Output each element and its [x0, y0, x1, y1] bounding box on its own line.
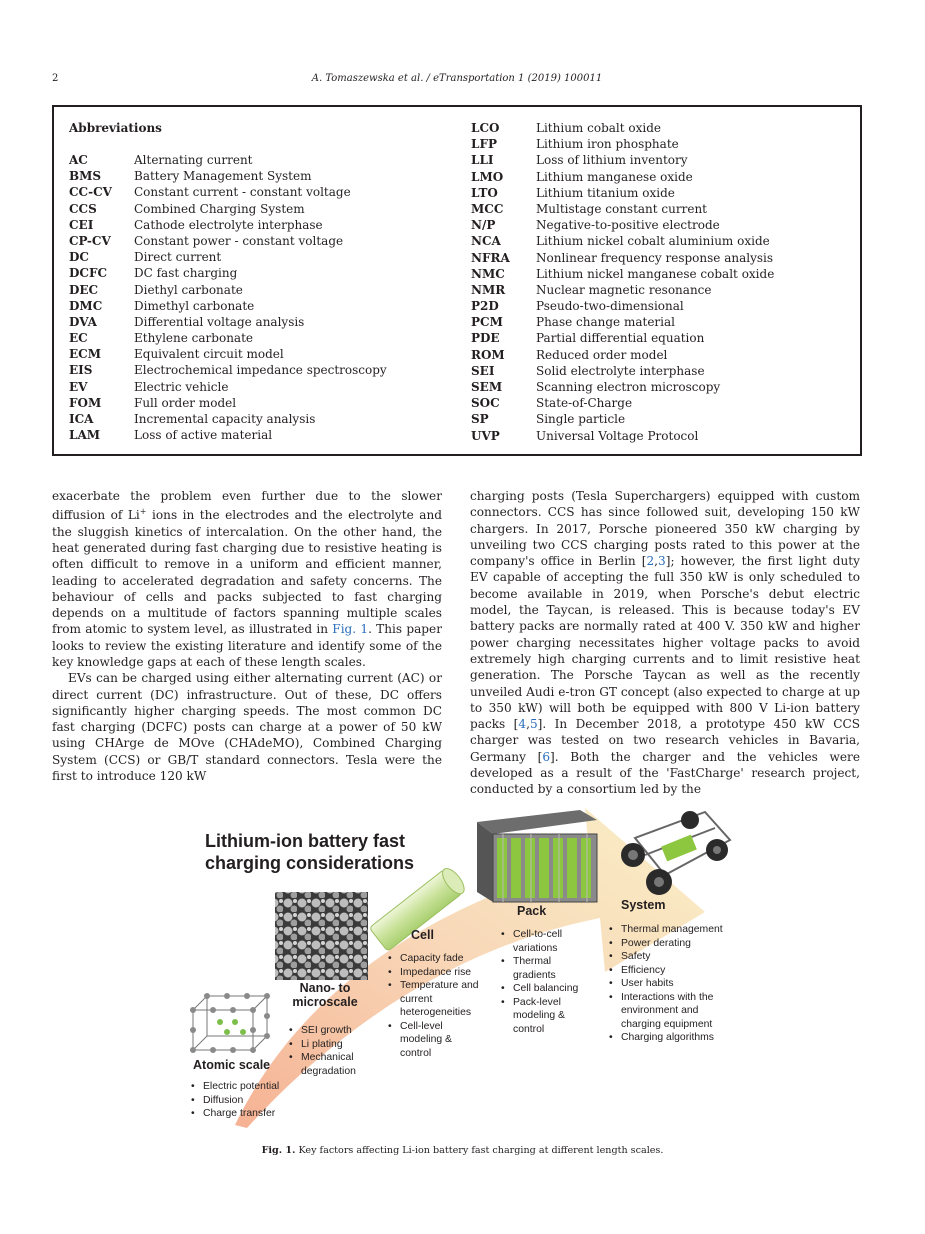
abbreviation-row [69, 298, 387, 314]
abbreviation-row [69, 249, 387, 265]
abbreviation-code: DVA [69, 314, 97, 329]
abbreviation-code: PDE [471, 331, 500, 346]
abbreviation-code: LFP [471, 137, 497, 152]
abbreviation-code: ECM [69, 347, 101, 362]
abbreviation-code: DC [69, 250, 89, 265]
nano-scale-title-line: Nano- to [299, 981, 351, 995]
running-header [52, 73, 862, 87]
abbreviation-row [69, 217, 387, 233]
abbreviation-row [471, 169, 774, 185]
abbreviation-definition: Loss of lithium inventory [536, 153, 688, 168]
abbreviation-definition: Negative-to-positive electrode [536, 218, 720, 233]
abbreviation-code: SP [471, 412, 489, 427]
text-span: exacerbate the problem even further due to the slower diffusion of Li [52, 489, 442, 523]
text-span: ]. Both the charger and the vehicles were developed as a result of the 'FastCharge' research project, conducted by a consortium led by the [470, 749, 860, 797]
abbreviation-code: N/P [471, 218, 496, 233]
abbreviation-definition: Electrochemical impedance spectroscopy [134, 363, 387, 378]
abbreviation-row [471, 347, 774, 363]
abbreviation-code: UVP [471, 428, 500, 443]
atomic-scale-list [190, 1080, 330, 1121]
abbreviation-definition: Constant power - constant voltage [134, 233, 344, 248]
abbreviation-row [69, 152, 387, 168]
figure-title-line: Lithium-ion battery fast [205, 831, 406, 851]
cell-title: Cell [411, 928, 434, 942]
atomic-lattice-icon [190, 993, 270, 1053]
abbreviation-code: EC [69, 331, 88, 346]
abbreviation-row [471, 120, 774, 136]
bullet-item: • Cell-level modeling & control [387, 1020, 485, 1061]
abbreviation-row [69, 330, 387, 346]
abbreviation-definition: Scanning electron microscopy [536, 380, 721, 394]
abbreviations-right-column [471, 120, 774, 444]
abbreviation-code: NFRA [471, 250, 510, 265]
abbreviation-definition: Lithium titanium oxide [536, 185, 675, 200]
abbreviation-row [69, 265, 387, 281]
abbreviation-definition: Single particle [536, 412, 626, 427]
abbreviation-definition: Lithium cobalt oxide [536, 121, 661, 135]
text-span: , [526, 717, 530, 732]
bullet-item: • Efficiency [608, 964, 738, 978]
abbreviation-code: CC-CV [69, 185, 112, 200]
citation-link[interactable]: 4 [518, 717, 527, 732]
abbreviation-code: P2D [471, 299, 499, 314]
abbreviation-definition: Ethylene carbonate [134, 331, 253, 346]
abbreviation-definition: Nuclear magnetic resonance [536, 282, 712, 297]
abbreviation-code: LTO [471, 185, 498, 200]
nano-scale-title-line: microscale [292, 995, 358, 1009]
bullet-item: • Interactions with the environment and charging equipment [608, 991, 738, 1032]
abbreviation-row [69, 395, 387, 411]
bullet-item: • Pack-level modeling & control [500, 996, 595, 1037]
abbreviation-row [471, 298, 774, 314]
abbreviation-definition: Lithium iron phosphate [536, 137, 679, 152]
abbreviation-code: SEM [471, 380, 503, 394]
text-span: ions in the electrodes and the electrolyte and the sluggish kinetics of intercalation. On the other hand, the heat generated during fast charging due to resistive heating is often difficult to remove in a uniform and efficient manner, leading to accelerated degradation and safety concerns. The behaviour of cells and packs subjected to fast charging depends on a multitude of factors spanning multiple scales from atomic to system level, as illustrated in [52, 508, 442, 637]
abbreviation-definition: State-of-Charge [536, 396, 633, 411]
body-column-right [470, 488, 860, 798]
abbreviation-code: LLI [471, 153, 494, 168]
system-title: System [621, 898, 666, 912]
abbreviation-row [471, 185, 774, 201]
figure-1 [185, 800, 740, 1130]
bullet-item: • Mechanical degradation [288, 1051, 378, 1078]
abbreviation-row [471, 379, 774, 395]
text-span: , [654, 554, 659, 569]
figure-caption [0, 1145, 925, 1156]
abbreviation-row [471, 363, 774, 379]
bullet-item: • Thermal gradients [500, 955, 595, 982]
bullet-item: • SEI growth [288, 1024, 378, 1038]
abbreviation-definition: Pseudo-two-dimensional [536, 299, 684, 314]
abbreviation-definition: Lithium nickel cobalt aluminium oxide [536, 234, 770, 249]
text-span: . This paper looks to review the existing literature and identify some of the key knowledge gaps at each of these length scales. [52, 622, 442, 669]
bullet-item: • Electric potential [190, 1080, 330, 1094]
abbreviation-definition: Alternating current [134, 153, 253, 167]
superscript: + [139, 507, 147, 517]
bullet-item: • Charging algorithms [608, 1031, 738, 1045]
abbreviation-row [69, 282, 387, 298]
abbreviation-definition: Lithium nickel manganese cobalt oxide [536, 266, 775, 281]
abbreviation-definition: Nonlinear frequency response analysis [536, 250, 774, 265]
abbreviation-definition: Partial differential equation [536, 331, 705, 346]
abbreviation-row [69, 411, 387, 427]
abbreviation-definition: Multistage constant current [536, 201, 707, 216]
bullet-item: • Impedance rise [387, 966, 485, 980]
bullet-item: • Power derating [608, 937, 738, 951]
abbreviation-definition: Loss of active material [134, 428, 273, 443]
pack-list [500, 928, 595, 1036]
abbreviation-code: NMC [471, 266, 505, 281]
text-span: ]; however, the first light duty EV capable of accepting the full 350 kW is only scheduled to become available in 2019, when Porsche's debut electric model, the Taycan, is released. This is because today's EV battery packs are normally rated at 400 V. 350 kW and higher power charging necessitates higher voltage packs to avoid extremely high charging currents and to limit resistive heat generation. The Porsche Taycan as well as the recently unveiled Audi e-tron GT concept (also expected to charge at up to 350 kW) will both be equipped with 800 V Li-ion battery packs [ [470, 554, 861, 732]
paragraph [52, 488, 442, 670]
abbreviation-definition: Combined Charging System [134, 201, 305, 216]
abbreviation-row [69, 184, 387, 200]
abbreviation-code: CP-CV [69, 233, 111, 248]
bullet-item: • Capacity fade [387, 952, 485, 966]
abbreviation-code: AC [69, 153, 88, 167]
abbreviation-code: EIS [69, 363, 93, 378]
abbreviation-code: DMC [69, 298, 103, 313]
journal-citation: A. Tomaszewska et al. / eTransportation 1 (2019) 100011 [311, 73, 603, 84]
abbreviation-definition: Incremental capacity analysis [134, 412, 316, 426]
bullet-item: • Li plating [288, 1038, 378, 1052]
abbreviation-definition: Diethyl carbonate [134, 282, 243, 297]
abbreviation-code: LMO [471, 169, 504, 184]
citation-link[interactable]: 5 [529, 717, 538, 732]
abbreviation-code: ROM [471, 347, 505, 362]
figure-caption-label: Fig. 1. [261, 1145, 296, 1156]
abbreviation-code: CCS [69, 201, 97, 216]
abbreviation-code: BMS [69, 169, 102, 184]
abbreviation-row [471, 282, 774, 298]
system-list [608, 923, 738, 1045]
pack-title: Pack [517, 904, 547, 918]
abbreviation-code: LCO [471, 121, 500, 135]
figure-title [205, 830, 445, 874]
abbreviation-row [69, 379, 387, 395]
body-column-left [52, 488, 442, 784]
abbreviation-row [471, 395, 774, 411]
abbreviation-definition: Dimethyl carbonate [134, 298, 255, 313]
cell-list [387, 952, 485, 1060]
abbreviation-row [471, 411, 774, 427]
paragraph [470, 488, 860, 798]
abbreviation-row [69, 314, 387, 330]
abbreviation-definition: Reduced order model [536, 347, 668, 362]
bullet-item: • User habits [608, 977, 738, 991]
abbreviation-code: DCFC [69, 266, 108, 281]
abbreviation-row [69, 346, 387, 362]
abbreviation-definition: Direct current [134, 250, 222, 265]
bullet-item: • Cell-to-cell variations [500, 928, 595, 955]
abbreviation-row [471, 233, 774, 249]
abbreviation-row [69, 427, 387, 443]
abbreviation-row [471, 152, 774, 168]
bullet-item: • Temperature and current heterogeneities [387, 979, 485, 1020]
abbreviation-row [69, 168, 387, 184]
figure-caption-text: Key factors affecting Li-ion battery fast charging at different length scales. [295, 1145, 664, 1156]
abbreviation-definition: Differential voltage analysis [134, 314, 305, 329]
citation-link[interactable]: 6 [542, 749, 551, 764]
abbreviation-row [471, 201, 774, 217]
battery-pack-icon [477, 810, 597, 902]
abbreviation-row [69, 233, 387, 249]
abbreviations-title: Abbreviations [69, 121, 162, 135]
abbreviation-code: EV [69, 379, 88, 394]
abbreviation-definition: Phase change material [536, 315, 675, 330]
abbreviation-row [471, 217, 774, 233]
abbreviation-row [69, 201, 387, 217]
atomic-scale-title: Atomic scale [193, 1058, 271, 1072]
abbreviation-definition: Solid electrolyte interphase [536, 363, 705, 378]
abbreviation-definition: Universal Voltage Protocol [536, 428, 699, 443]
abbreviation-code: CEI [69, 217, 94, 232]
abbreviation-definition: Constant current - constant voltage [134, 185, 351, 200]
sem-micrograph-image [275, 892, 368, 980]
abbreviation-code: FOM [69, 395, 102, 410]
abbreviation-code: PCM [471, 315, 503, 330]
abbreviation-row [471, 250, 774, 266]
abbreviation-row [471, 266, 774, 282]
text-span: charging posts (Tesla Superchargers) equipped with custom connectors. CCS has since followed suit, developing 150 kW chargers. In 2017, Porsche pioneered 350 kW charging by unveiling two CCS charging posts rated to this power at the company's office in Berlin [ [470, 489, 860, 569]
bullet-item: • Cell balancing [500, 982, 595, 996]
abbreviation-code: LAM [69, 428, 101, 443]
abbreviation-definition: Equivalent circuit model [134, 347, 284, 362]
paragraph: EVs can be charged using either alternating current (AC) or direct current (DC) infrastructure. Out of these, DC offers significantly higher charging speeds. The most common DC fast charging (DCFC) posts can charge at a power of 50 kW using CHArge de MOve (CHAdeMO), Combined Charging System (CCS) or GB/T standard connectors. Tesla were the first to introduce 120 kW [52, 671, 442, 784]
abbreviation-row [471, 428, 774, 444]
abbreviation-code: MCC [471, 201, 504, 216]
abbreviation-code: DEC [69, 282, 99, 297]
bullet-item: • Diffusion [190, 1094, 330, 1108]
abbreviation-code: ICA [69, 412, 94, 426]
abbreviation-code: SEI [471, 363, 495, 378]
figure-link[interactable]: Fig. 1 [332, 622, 369, 637]
abbreviation-row [69, 362, 387, 378]
abbreviation-row [471, 136, 774, 152]
abbreviation-row [471, 314, 774, 330]
abbreviation-code: SOC [471, 396, 500, 411]
text-span: ]. In December 2018, a prototype 450 kW CCS charger was tested on two research vehicles in Bavaria, Germany [ [470, 717, 860, 764]
abbreviations-left-column [69, 152, 387, 443]
abbreviation-definition: Electric vehicle [134, 379, 229, 394]
abbreviation-definition: Cathode electrolyte interphase [134, 217, 323, 232]
abbreviation-definition: DC fast charging [134, 266, 238, 281]
citation-link[interactable]: 2 [646, 554, 655, 569]
page-number: 2 [52, 73, 59, 84]
nano-scale-title [285, 981, 365, 1009]
nano-scale-list [288, 1024, 378, 1078]
figure-title-line: charging considerations [205, 853, 415, 873]
bullet-item: • Safety [608, 950, 738, 964]
abbreviation-definition: Lithium manganese oxide [536, 169, 693, 184]
bullet-item: • Charge transfer [190, 1107, 330, 1121]
bullet-item: • Thermal management [608, 923, 738, 937]
abbreviation-code: NCA [471, 234, 501, 249]
citation-link[interactable]: 3 [658, 554, 666, 569]
abbreviation-definition: Full order model [134, 395, 237, 410]
abbreviation-definition: Battery Management System [134, 169, 312, 184]
abbreviation-code: NMR [471, 282, 506, 297]
abbreviations-box [52, 105, 862, 456]
abbreviation-row [471, 330, 774, 346]
